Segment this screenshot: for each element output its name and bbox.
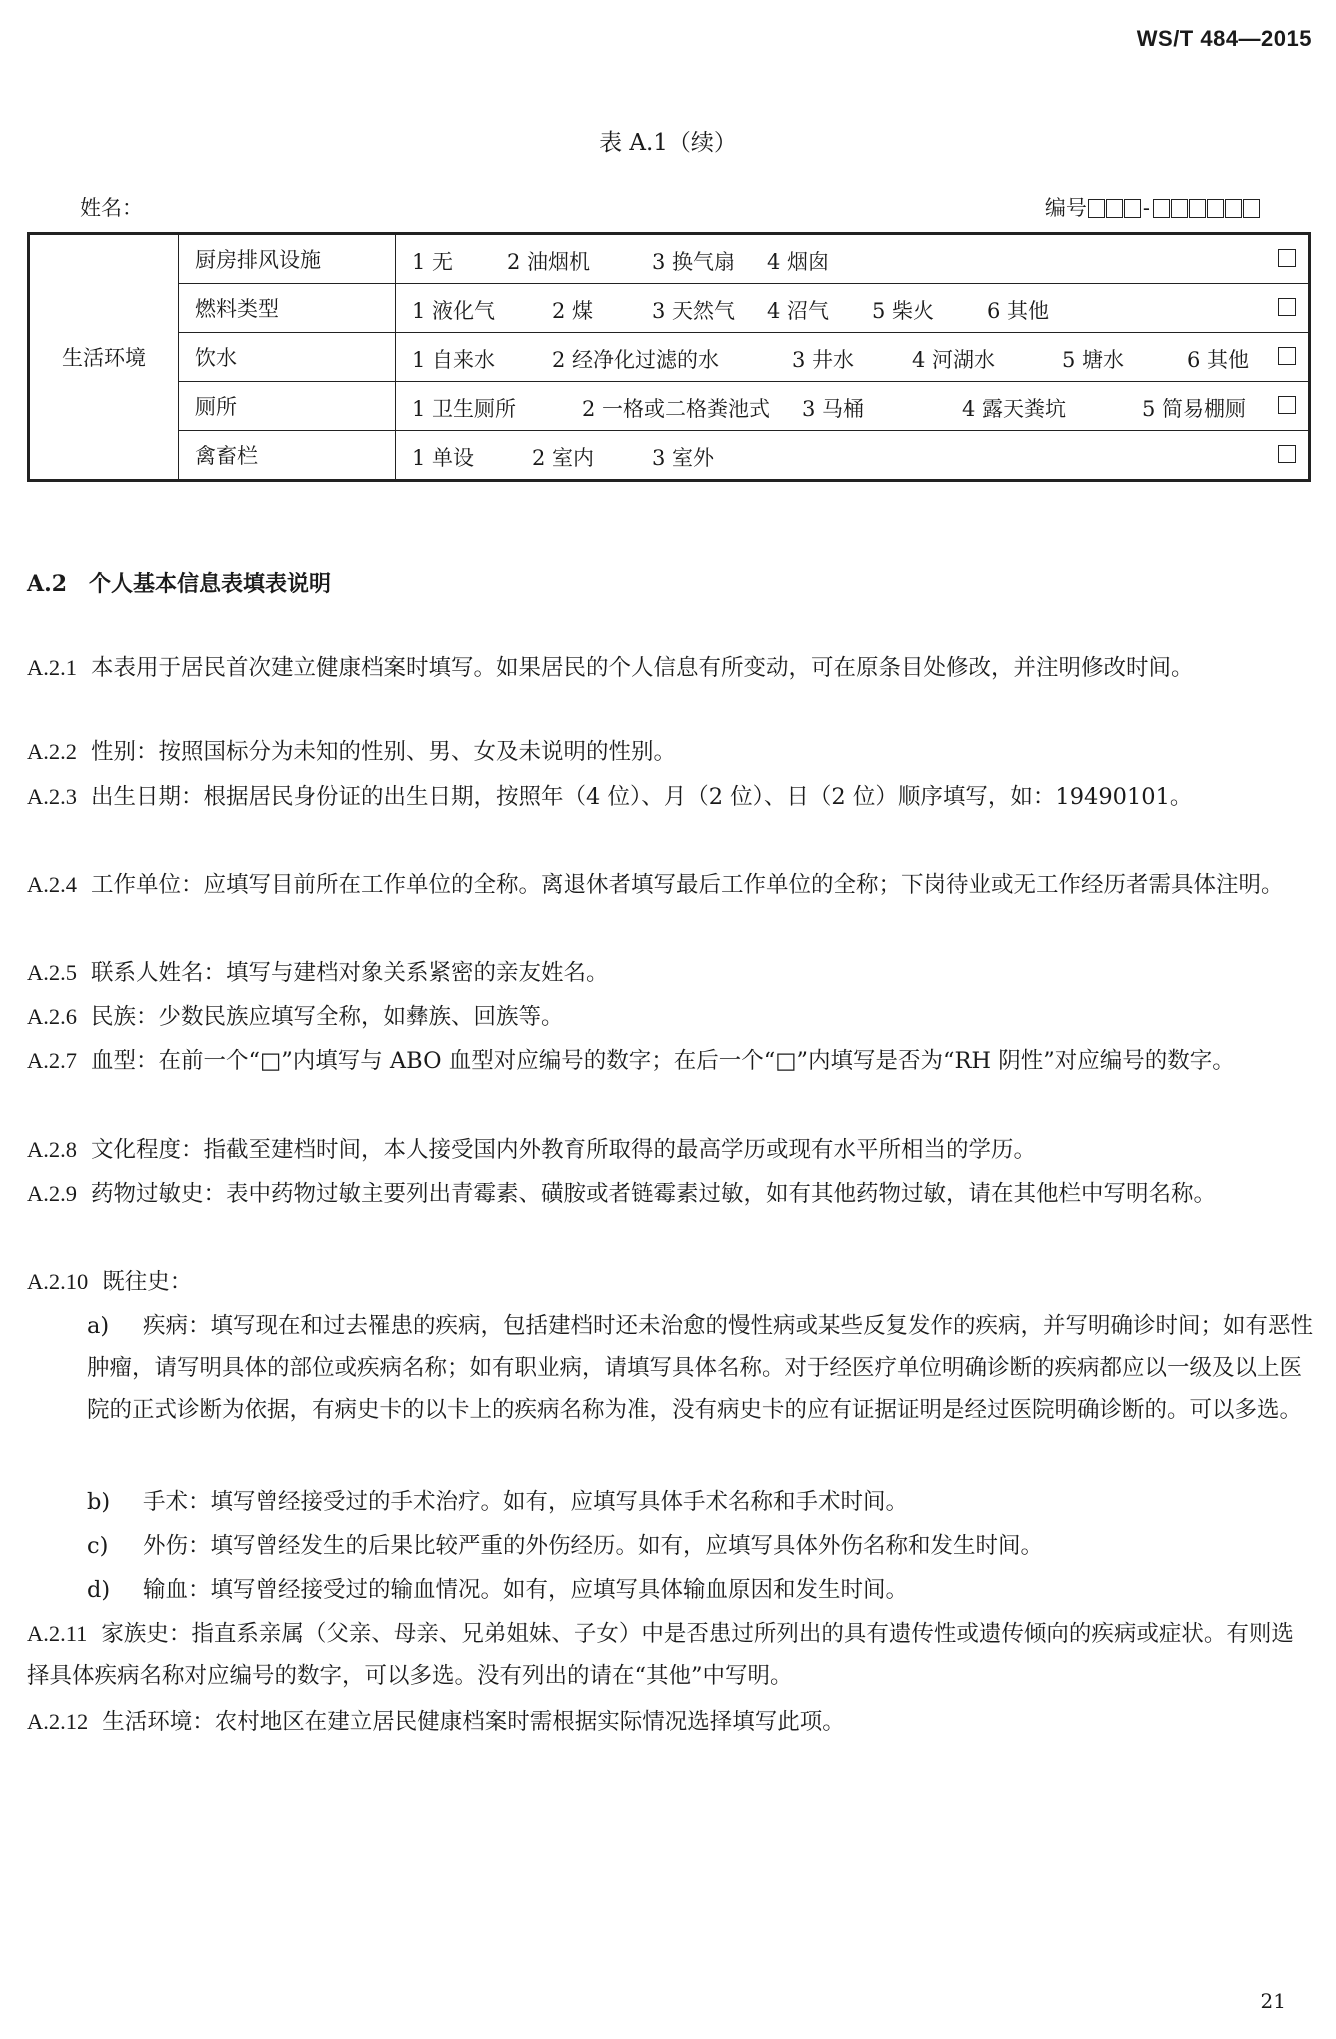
- record-number-label: 编号: [1044, 196, 1087, 220]
- option-label: 1 卫生厕所: [412, 397, 517, 421]
- clause-text: 药物过敏史：表中药物过敏主要列出青霉素、磺胺或者链霉素过敏，如有其他药物过敏，请在其他栏中写明名称。: [91, 1181, 1217, 1207]
- option-label: 5 简易棚厕: [1142, 397, 1247, 421]
- option-label: 3 马桶: [802, 397, 865, 421]
- option-label: 2 经净化过滤的水: [552, 348, 720, 372]
- category-cell: 生活环境: [29, 234, 179, 481]
- clause-number: A.2.11: [27, 1621, 88, 1646]
- option-label: 5 塘水: [1062, 348, 1125, 372]
- option-label: 4 沼气: [767, 299, 830, 323]
- item-text: 疾病：填写现在和过去罹患的疾病，包括建档时还未治愈的慢性病或某些反复发作的疾病，并写明确诊时间；如有恶性肿瘤，请写明具体的部位或疾病名称；如有职业病，请填写具体名称。对于经医疗单位明确诊断的疾病都应以一级及以上医院的正式诊断为依据，有病史卡的以卡上的疾病名称为准，没有病史卡的应有证据证明是经过医院明确诊断的。可以多选。: [87, 1313, 1314, 1423]
- living-environment-table: [27, 232, 1311, 482]
- options-cell: [396, 382, 1310, 431]
- name-label: 姓名：: [80, 196, 143, 220]
- clause-number: A.2.5: [27, 960, 77, 985]
- clause-number: A.2.4: [27, 872, 77, 897]
- options-cell: [396, 234, 1310, 284]
- doc-code: WS/T 484—2015: [1136, 26, 1312, 51]
- item-label: 禽畜栏: [179, 431, 396, 481]
- clause-number: A.2.3: [27, 784, 77, 809]
- option-label: 3 井水: [792, 348, 855, 372]
- clause-text: 既往史：: [102, 1269, 193, 1295]
- clause-a-2-3: [27, 776, 1311, 818]
- option-label: 1 自来水: [412, 348, 496, 372]
- answer-checkbox[interactable]: [1278, 249, 1296, 267]
- number-separator: -: [1142, 196, 1150, 220]
- option-label: 3 室外: [652, 446, 715, 470]
- table-caption: 表 A.1（续）: [599, 130, 737, 156]
- history-item-a: [87, 1305, 1313, 1431]
- option-label: 1 无: [412, 250, 454, 274]
- number-digit-box[interactable]: [1088, 199, 1105, 218]
- record-number: [1045, 192, 1260, 222]
- table-row: [29, 431, 1310, 481]
- option-label: 2 室内: [532, 446, 595, 470]
- answer-checkbox[interactable]: [1278, 347, 1296, 365]
- clause-number: A.2.8: [27, 1137, 77, 1162]
- clause-a-2-12: [27, 1701, 1311, 1743]
- section-title: A.2 个人基本信息表填表说明: [27, 571, 332, 597]
- table-row: [29, 333, 1310, 382]
- clause-a-2-6: [27, 996, 1311, 1038]
- clause-number: A.2.12: [27, 1709, 89, 1734]
- answer-checkbox[interactable]: [1278, 298, 1296, 316]
- number-digit-box[interactable]: [1124, 199, 1141, 218]
- number-digit-box[interactable]: [1189, 199, 1206, 218]
- item-label: 燃料类型: [179, 284, 396, 333]
- clause-text: 生活环境：农村地区在建立居民健康档案时需根据实际情况选择填写此项。: [102, 1709, 845, 1735]
- clause-number: A.2.2: [27, 739, 77, 764]
- number-digit-box[interactable]: [1207, 199, 1224, 218]
- item-text: 输血：填写曾经接受过的输血情况。如有，应填写具体输血原因和发生时间。: [143, 1577, 909, 1603]
- item-mark: d): [87, 1577, 111, 1603]
- clause-text: 家族史：指直系亲属（父亲、母亲、兄弟姐妹、子女）中是否患过所列出的具有遗传性或遗传倾向的疾病或症状。有则选择具体疾病名称对应编号的数字，可以多选。没有列出的请在“其他”中写明。: [27, 1621, 1294, 1689]
- clause-text: 联系人姓名：填写与建档对象关系紧密的亲友姓名。: [91, 960, 609, 986]
- clause-text: 血型：在前一个“□”内填写与 ABO 血型对应编号的数字；在后一个“□”内填写是否为“RH 阴性”对应编号的数字。: [91, 1048, 1235, 1074]
- clause-number: A.2.9: [27, 1181, 77, 1206]
- clause-text: 本表用于居民首次建立健康档案时填写。如果居民的个人信息有所变动，可在原条目处修改，并注明修改时间。: [91, 655, 1194, 681]
- history-item-b: [87, 1481, 1313, 1523]
- options-cell: [396, 284, 1310, 333]
- item-mark: b): [87, 1489, 111, 1515]
- item-mark: a): [87, 1313, 110, 1339]
- clause-a-2-11: [27, 1613, 1311, 1697]
- option-label: 5 柴火: [872, 299, 935, 323]
- clause-number: A.2.6: [27, 1004, 77, 1029]
- clause-a-2-1: [27, 647, 1311, 689]
- item-text: 外伤：填写曾经发生的后果比较严重的外伤经历。如有，应填写具体外伤名称和发生时间。: [143, 1533, 1044, 1559]
- options-cell: [396, 431, 1310, 481]
- option-label: 3 天然气: [652, 299, 736, 323]
- clause-text: 文化程度：指截至建档时间，本人接受国内外教育所取得的最高学历或现有水平所相当的学历。: [91, 1137, 1037, 1163]
- number-digit-box[interactable]: [1106, 199, 1123, 218]
- item-mark: c): [87, 1533, 109, 1559]
- option-label: 2 一格或二格粪池式: [582, 397, 771, 421]
- item-label: 饮水: [179, 333, 396, 382]
- clause-a-2-5: [27, 952, 1311, 994]
- option-label: 4 露天粪坑: [962, 397, 1067, 421]
- clause-text: 民族：少数民族应填写全称，如彝族、回族等。: [91, 1004, 564, 1030]
- number-digit-box[interactable]: [1171, 199, 1188, 218]
- clause-number: A.2.1: [27, 655, 77, 680]
- clause-a-2-10: [27, 1261, 1311, 1303]
- clause-a-2-9: [27, 1173, 1311, 1215]
- clause-number: A.2.10: [27, 1269, 89, 1294]
- clause-a-2-4: [27, 864, 1311, 906]
- history-item-c: [87, 1525, 1313, 1567]
- clause-number: A.2.7: [27, 1048, 77, 1073]
- answer-checkbox[interactable]: [1278, 396, 1296, 414]
- option-label: 2 油烟机: [507, 250, 591, 274]
- item-label: 厨房排风设施: [179, 234, 396, 284]
- option-label: 2 煤: [552, 299, 594, 323]
- option-label: 6 其他: [987, 299, 1050, 323]
- option-label: 4 烟囱: [767, 250, 830, 274]
- option-label: 6 其他: [1187, 348, 1250, 372]
- number-digit-box[interactable]: [1225, 199, 1242, 218]
- item-label: 厕所: [179, 382, 396, 431]
- clause-a-2-8: [27, 1129, 1311, 1171]
- clause-text: 出生日期：根据居民身份证的出生日期，按照年（4 位）、月（2 位）、日（2 位）顺序填写，如：19490101。: [91, 784, 1193, 810]
- option-label: 3 换气扇: [652, 250, 736, 274]
- clause-a-2-7: [27, 1040, 1311, 1082]
- table-row: [29, 284, 1310, 333]
- item-text: 手术：填写曾经接受过的手术治疗。如有，应填写具体手术名称和手术时间。: [143, 1489, 909, 1515]
- history-item-d: [87, 1569, 1313, 1611]
- option-label: 1 单设: [412, 446, 475, 470]
- page-number: 21: [1260, 1989, 1286, 2013]
- options-cell: [396, 333, 1310, 382]
- clause-a-2-2: [27, 731, 1311, 773]
- clause-text: 工作单位：应填写目前所在工作单位的全称。离退休者填写最后工作单位的全称；下岗待业或无工作经历者需具体注明。: [91, 872, 1284, 898]
- number-digit-box[interactable]: [1243, 199, 1260, 218]
- table-row: [29, 234, 1310, 284]
- number-digit-box[interactable]: [1153, 199, 1170, 218]
- record-number-boxes: [1087, 196, 1260, 220]
- option-label: 1 液化气: [412, 299, 496, 323]
- option-label: 4 河湖水: [912, 348, 996, 372]
- table-row: [29, 382, 1310, 431]
- clause-text: 性别：按照国标分为未知的性别、男、女及未说明的性别。: [91, 739, 677, 765]
- answer-checkbox[interactable]: [1278, 445, 1296, 463]
